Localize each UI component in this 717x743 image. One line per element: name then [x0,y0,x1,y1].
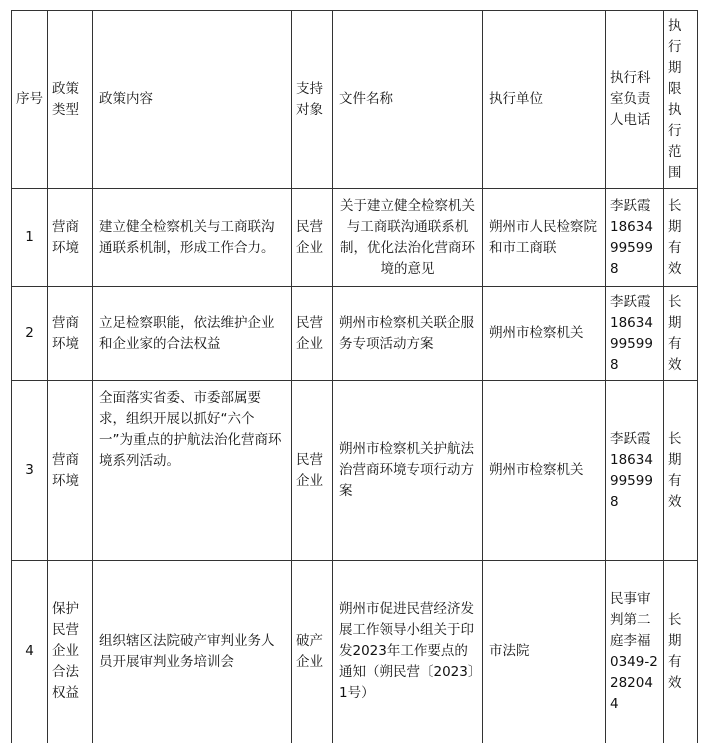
header-target: 支持对象 [292,11,333,189]
doc-cell: 朔州市促进民营经济发展工作领导小组关于印发2023年工作要点的通知（朔民营〔2023〕1号） [333,561,483,743]
header-unit: 执行单位 [483,11,606,189]
unit-cell: 朔州市检察机关 [483,381,606,561]
seq-cell: 4 [12,561,48,743]
contact-cell: 民事审判第二庭李福0349-2282044 [606,561,664,743]
unit-cell: 朔州市检察机关 [483,287,606,381]
target-cell: 民营企业 [292,189,333,287]
content-cell: 全面落实省委、市委部属要求，组织开展以抓好“六个一”为重点的护航法治化营商环境系列活动。 [93,381,292,561]
content-cell: 立足检察职能，依法维护企业和企业家的合法权益 [93,287,292,381]
header-period: 执行期限执行范围 [664,11,698,189]
seq-cell: 2 [12,287,48,381]
header-seq: 序号 [12,11,48,189]
period-cell: 长期有效 [664,381,698,561]
seq-cell: 1 [12,189,48,287]
policy-type-cell: 营商环境 [48,381,93,561]
unit-cell: 市法院 [483,561,606,743]
table-row [12,381,698,561]
target-cell: 民营企业 [292,287,333,381]
table-row [12,561,698,743]
policy-table [11,10,698,743]
contact-cell: 李跃霞18634995998 [606,287,664,381]
doc-cell: 关于建立健全检察机关与工商联沟通联系机制，优化法治化营商环境的意见 [333,189,483,287]
target-cell: 民营企业 [292,381,333,561]
content-cell: 组织辖区法院破产审判业务人员开展审判业务培训会 [93,561,292,743]
unit-cell: 朔州市人民检察院和市工商联 [483,189,606,287]
contact-cell: 李跃霞18634995998 [606,381,664,561]
period-cell: 长期有效 [664,287,698,381]
table-row [12,189,698,287]
seq-cell: 3 [12,381,48,561]
target-cell: 破产企业 [292,561,333,743]
period-cell: 长期有效 [664,561,698,743]
header-content: 政策内容 [93,11,292,189]
policy-type-cell: 营商环境 [48,287,93,381]
header-policy-type: 政策类型 [48,11,93,189]
policy-type-cell: 保护民营企业合法权益 [48,561,93,743]
header-doc: 文件名称 [333,11,483,189]
header-contact: 执行科室负责人电话 [606,11,664,189]
table-row [12,287,698,381]
doc-cell: 朔州市检察机关联企服务专项活动方案 [333,287,483,381]
period-cell: 长期有效 [664,189,698,287]
policy-type-cell: 营商环境 [48,189,93,287]
header-row [12,11,698,189]
content-cell: 建立健全检察机关与工商联沟通联系机制，形成工作合力。 [93,189,292,287]
doc-cell: 朔州市检察机关护航法治营商环境专项行动方案 [333,381,483,561]
contact-cell: 李跃霞18634995998 [606,189,664,287]
